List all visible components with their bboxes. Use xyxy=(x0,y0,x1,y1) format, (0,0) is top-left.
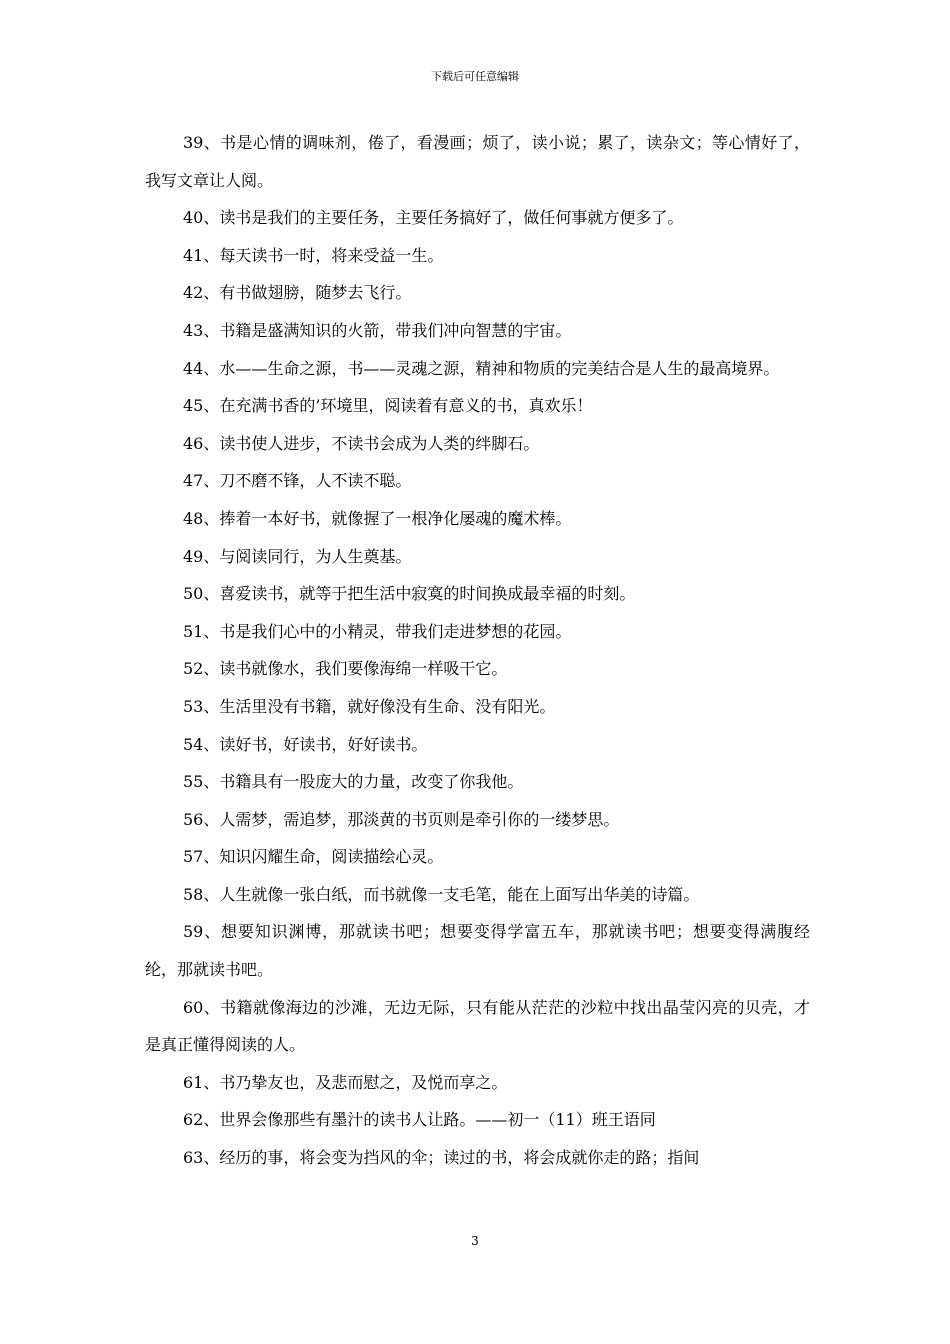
paragraph: 44、水——生命之源，书——灵魂之源，精神和物质的完美结合是人生的最高境界。 xyxy=(183,358,780,378)
paragraph: 45、在充满书香的’环境里，阅读着有意义的书，真欢乐！ xyxy=(183,396,593,416)
paragraph: 48、捧着一本好书，就像握了一根净化屡魂的魔术棒。 xyxy=(183,508,572,528)
paragraph: 52、读书就像水，我们要像海绵一样吸干它。 xyxy=(183,659,508,679)
paragraph: 42、有书做翅膀，随梦去飞行。 xyxy=(183,283,412,303)
document-body xyxy=(145,124,810,1177)
paragraph: 51、书是我们心中的小精灵，带我们走进梦想的花园。 xyxy=(183,621,572,641)
paragraph: 41、每天读书一时，将来受益一生。 xyxy=(183,245,444,265)
paragraph: 56、人需梦，需追梦，那淡黄的书页则是牵引你的一缕梦思。 xyxy=(183,809,620,829)
paragraph: 63、经历的事，将会变为挡风的伞；读过的书，将会成就你走的路；指间 xyxy=(183,1148,700,1168)
paragraph: 57、知识闪耀生命，阅读描绘心灵。 xyxy=(183,847,444,867)
paragraph: 54、读好书，好读书，好好读书。 xyxy=(183,734,428,754)
paragraph: 46、读书使人进步，不读书会成为人类的绊脚石。 xyxy=(183,433,540,453)
paragraph: 62、世界会像那些有墨汁的读书人让路。——初一（11）班王语同 xyxy=(183,1110,656,1130)
page-number: 3 xyxy=(471,1234,479,1248)
paragraph: 59、想要知识渊博，那就读书吧；想要变得学富五车，那就读书吧；想要变得满腹经纶，那就读书吧。 xyxy=(145,922,810,980)
paragraph: 58、人生就像一张白纸，而书就像一支毛笔，能在上面写出华美的诗篇。 xyxy=(183,884,700,904)
paragraph: 43、书籍是盛满知识的火箭，带我们冲向智慧的宇宙。 xyxy=(183,320,572,340)
paragraph: 50、喜爱读书，就等于把生活中寂寞的时间换成最幸福的时刻。 xyxy=(183,584,636,604)
paragraph: 55、书籍具有一股庞大的力量，改变了你我他。 xyxy=(183,772,524,792)
paragraph: 40、读书是我们的主要任务，主要任务搞好了，做任何事就方便多了。 xyxy=(183,208,684,228)
paragraph: 61、书乃挚友也，及悲而慰之，及悦而享之。 xyxy=(183,1072,508,1092)
paragraph: 47、刀不磨不锋，人不读不聪。 xyxy=(183,471,412,491)
paragraph: 53、生活里没有书籍，就好像没有生命、没有阳光。 xyxy=(183,696,556,716)
page-header: 下载后可任意编辑 xyxy=(431,70,519,83)
paragraph: 60、书籍就像海边的沙滩，无边无际，只有能从茫茫的沙粒中找出晶莹闪亮的贝壳，才是真正懂得阅读的人。 xyxy=(145,997,810,1055)
paragraph: 49、与阅读同行，为人生奠基。 xyxy=(183,546,412,566)
paragraph: 39、书是心情的调味剂，倦了，看漫画；烦了，读小说；累了，读杂文；等心情好了，我写文章让人阅。 xyxy=(145,133,810,190)
